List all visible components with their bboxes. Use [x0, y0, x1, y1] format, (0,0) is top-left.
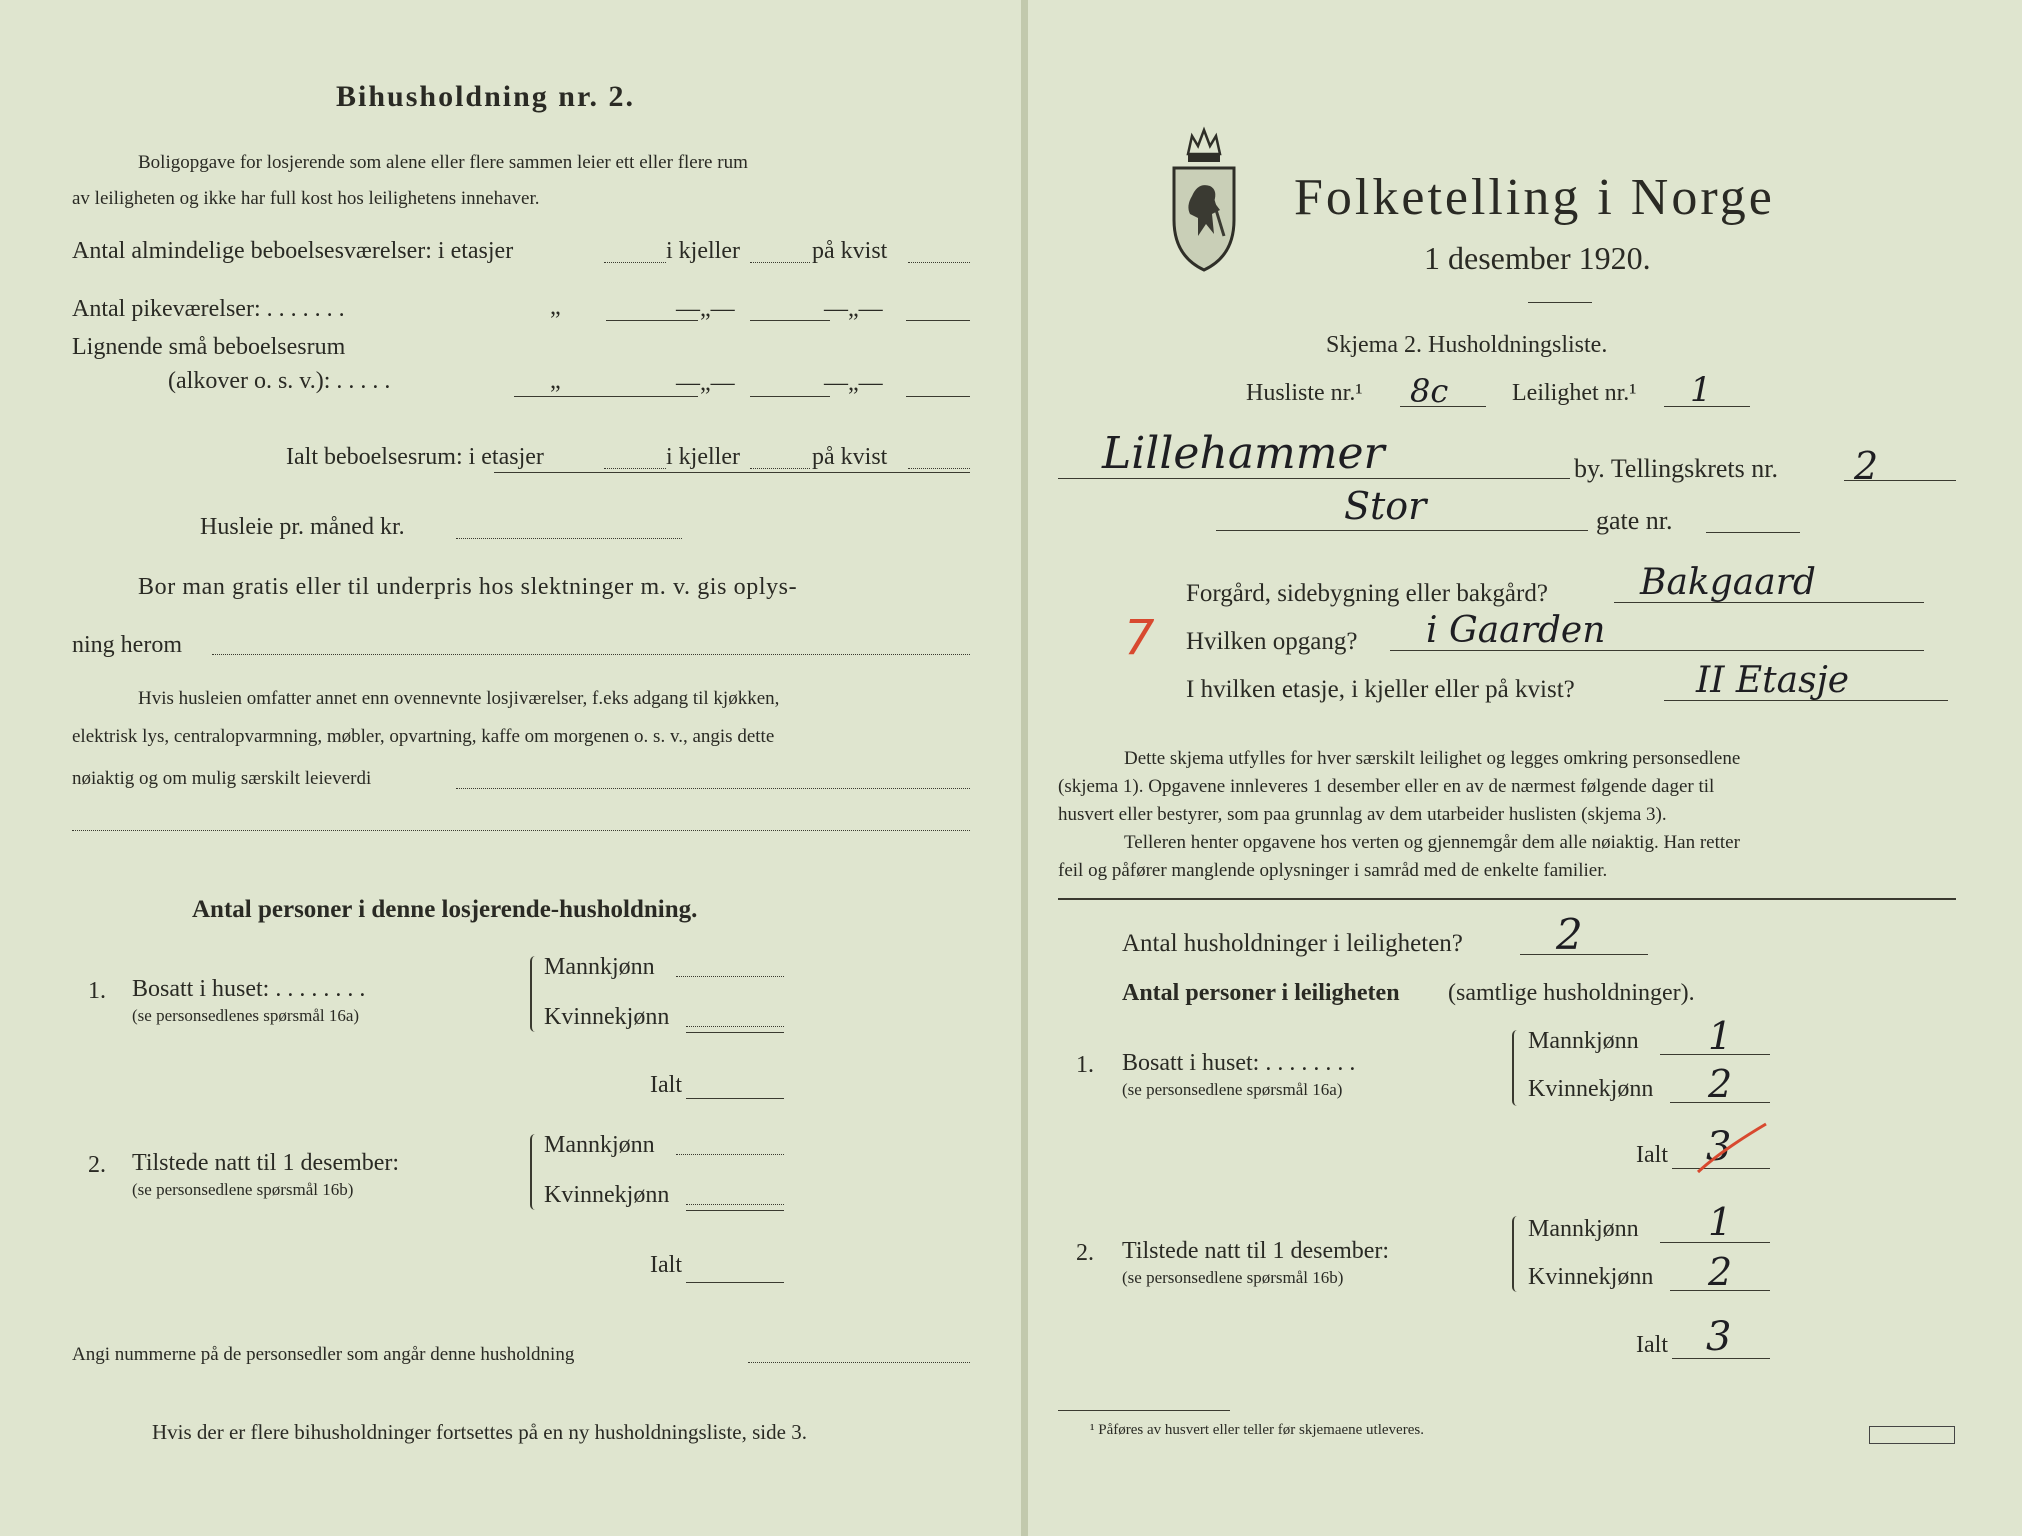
lignende-ditto-3: —„— [824, 370, 883, 396]
red-correction-mark: 7 [1124, 610, 1155, 666]
pike-kvist-field[interactable] [906, 320, 970, 321]
right-q1-mann-value: 1 [1708, 1014, 1733, 1058]
angi-label: Angi nummerne på de personsedler som angår denne husholdning [72, 1344, 575, 1365]
bor-field[interactable] [212, 654, 970, 655]
ialt-kvist-field[interactable] [908, 468, 970, 469]
info-divider [1058, 898, 1956, 900]
hvis-line-2: elektrisk lys, centralopvarmning, møbler, opvartning, kaffe om morgenen o. s. v., angis dette [72, 726, 775, 747]
right-q2-kvinne-label: Kvinnekjønn [1528, 1264, 1654, 1290]
intro-line-2: av leiligheten og ikke har full kost hos leilighetens innehaver. [72, 188, 540, 209]
opgang-label: Hvilken opgang? [1186, 628, 1358, 655]
bor-line-1: Bor man gratis eller til underpris hos slektninger m. v. gis oplys- [138, 574, 798, 600]
right-q2-number: 2. [1076, 1240, 1094, 1266]
right-q2-ialt-value: 3 [1706, 1314, 1732, 1360]
lignende-etasjer-field[interactable] [514, 396, 698, 397]
forgard-label: Forgård, sidebygning eller bakgård? [1186, 580, 1548, 607]
leieverdi-field[interactable] [456, 788, 970, 789]
husholdninger-value: 2 [1556, 910, 1583, 959]
footnote-rule [1058, 1410, 1230, 1411]
lignende-label-1: Lignende små beboelsesrum [72, 334, 346, 360]
ialt-beboelsesrum-label: Ialt beboelsesrum: i etasjer [286, 444, 544, 470]
bor-line-2: ning herom [72, 632, 182, 658]
right-q2-mann-value: 1 [1708, 1200, 1733, 1244]
right-q1-kvinne-value: 2 [1708, 1062, 1733, 1106]
left-q2-sub: (se personsedlene spørsmål 16b) [132, 1180, 354, 1199]
vaerelser-kvist-field[interactable] [908, 262, 970, 263]
right-date: 1 desember 1920. [1424, 240, 1651, 276]
info-line-4: Telleren henter opgavene hos verten og gjennemgår dem alle nøiaktig. Han retter [1124, 832, 1740, 853]
info-line-3: husvert eller bestyrer, som paa grunnlag av dem utarbeider huslisten (skjema 3). [1058, 804, 1667, 825]
krets-value: 2 [1854, 444, 1879, 488]
pike-kjeller-field[interactable] [750, 320, 830, 321]
left-q1-mann-label: Mannkjønn [544, 954, 655, 980]
vaerelser-kjeller-field[interactable] [750, 262, 810, 263]
right-q1-mann-label: Mannkjønn [1528, 1028, 1639, 1054]
left-q1-ialt-label: Ialt [650, 1072, 682, 1098]
forgard-value: Bakgaard [1640, 562, 1816, 603]
right-q2-brace [1512, 1216, 1522, 1292]
right-antal-heading: Antal personer i leiligheten [1122, 980, 1400, 1006]
leieverdi-field-2[interactable] [72, 830, 970, 831]
lignende-ditto: „ [550, 368, 561, 394]
hvis-line-3: nøiaktig og om mulig særskilt leieverdi [72, 768, 372, 789]
left-q2-mann-label: Mannkjønn [544, 1132, 655, 1158]
husliste-label: Husliste nr.¹ [1246, 380, 1363, 406]
right-q2-ialt-label: Ialt [1636, 1332, 1668, 1358]
vaerelser-label: Antal almindelige beboelsesværelser: i etasjer [72, 238, 514, 264]
red-check-mark-icon [1692, 1120, 1772, 1180]
right-q1-ialt-value: 3 [1706, 1124, 1732, 1170]
husleie-label: Husleie pr. måned kr. [200, 514, 405, 540]
lignende-ditto-2: —„— [676, 370, 735, 396]
left-q2-kvinne-field[interactable] [686, 1204, 784, 1205]
left-q1-sub: (se personsedlenes spørsmål 16a) [132, 1006, 360, 1025]
ialt-kvist-label: på kvist [812, 444, 888, 470]
left-q2-kvinne-label: Kvinnekjønn [544, 1182, 670, 1208]
right-q1-ialt-label: Ialt [1636, 1142, 1668, 1168]
husleie-field[interactable] [456, 538, 682, 539]
by-field[interactable] [1058, 478, 1570, 479]
husliste-value: 8c [1410, 372, 1449, 410]
info-line-2: (skjema 1). Opgavene innleveres 1 desember eller en av de nærmest følgende dager til [1058, 776, 1715, 797]
left-antal-heading: Antal personer i denne losjerende-husholdning. [192, 896, 698, 923]
etasje-label: I hvilken etasje, i kjeller eller på kvist? [1186, 676, 1575, 703]
intro-line-1: Boligopgave for losjerende som alene eller flere sammen leier ett eller flere rum [138, 152, 748, 173]
right-q1-brace [1512, 1030, 1522, 1106]
pike-ditto: „ [550, 294, 561, 320]
by-label: by. Tellingskrets nr. [1574, 454, 1779, 483]
left-q1-kvinne-field[interactable] [686, 1026, 784, 1027]
left-q2-brace [530, 1134, 540, 1210]
left-q2-mann-field[interactable] [676, 1154, 784, 1155]
ialt-etasjer-field[interactable] [604, 468, 666, 469]
leilighet-value: 1 [1690, 370, 1712, 410]
printer-stamp [1869, 1426, 1955, 1444]
info-line-5: feil og påfører manglende oplysninger i samråd med de enkelte familier. [1058, 860, 1608, 881]
info-line-1: Dette skjema utfylles for hver særskilt leilighet og legges omkring personsedlene [1124, 748, 1741, 769]
vaerelser-kvist-label: på kvist [812, 238, 888, 264]
left-q1-label: Bosatt i huset: . . . . . . . . [132, 976, 366, 1002]
leilighet-label: Leilighet nr.¹ [1512, 380, 1637, 406]
footnote: ¹ Påføres av husvert eller teller før skjemaene utleveres. [1090, 1422, 1424, 1438]
gate-nr-field[interactable] [1706, 532, 1800, 533]
right-title: Folketelling i Norge [1294, 169, 1775, 226]
husholdninger-field[interactable] [1520, 954, 1648, 955]
ialt-kjeller-field[interactable] [750, 468, 810, 469]
right-q2-mann-label: Mannkjønn [1528, 1216, 1639, 1242]
left-q2-number: 2. [88, 1152, 106, 1178]
title-divider [1528, 302, 1592, 303]
left-footer: Hvis der er flere bihusholdninger fortsettes på en ny husholdningsliste, side 3. [152, 1420, 807, 1444]
left-q2-ialt-field[interactable] [686, 1282, 784, 1283]
lignende-label-2: (alkover o. s. v.): . . . . . [168, 368, 391, 394]
gate-field[interactable] [1216, 530, 1588, 531]
left-q1-mann-field[interactable] [676, 976, 784, 977]
left-q1-sum-line [686, 1032, 784, 1033]
hvis-line-1: Hvis husleien omfatter annet enn ovennevnte losjiværelser, f.eks adgang til kjøkken, [138, 688, 780, 709]
left-q2-ialt-label: Ialt [650, 1252, 682, 1278]
by-value: Lillehammer [1102, 428, 1385, 479]
husholdninger-label: Antal husholdninger i leiligheten? [1122, 930, 1463, 957]
right-antal-heading-rest: (samtlige husholdninger). [1448, 980, 1695, 1006]
pike-ditto-3: —„— [824, 296, 883, 322]
left-q1-ialt-field[interactable] [686, 1098, 784, 1099]
ialt-kjeller-label: i kjeller [666, 444, 740, 470]
right-q2-kvinne-value: 2 [1708, 1250, 1733, 1294]
pike-ditto-2: —„— [676, 296, 735, 322]
skjema-label: Skjema 2. Husholdningsliste. [1326, 332, 1608, 358]
left-q1-brace [530, 956, 540, 1032]
gate-value: Stor [1344, 484, 1427, 528]
right-q1-sub: (se personsedlene spørsmål 16a) [1122, 1080, 1343, 1099]
right-q1-number: 1. [1076, 1052, 1094, 1078]
ialt-underline [494, 472, 970, 473]
left-title: Bihusholdning nr. 2. [336, 80, 636, 113]
lignende-kjeller-field[interactable] [750, 396, 830, 397]
norway-coat-of-arms-icon [1166, 124, 1242, 274]
vaerelser-kjeller-label: i kjeller [666, 238, 740, 264]
vaerelser-etasjer-field[interactable] [604, 262, 666, 263]
left-q1-kvinne-label: Kvinnekjønn [544, 1004, 670, 1030]
right-q1-kvinne-label: Kvinnekjønn [1528, 1076, 1654, 1102]
etasje-value: II Etasje [1696, 660, 1850, 701]
right-q2-label: Tilstede natt til 1 desember: [1122, 1238, 1390, 1264]
left-q2-sum-line [686, 1210, 784, 1211]
right-q2-sub: (se personsedlene spørsmål 16b) [1122, 1268, 1344, 1287]
pike-label: Antal pikeværelser: . . . . . . . [72, 296, 345, 322]
left-q1-number: 1. [88, 978, 106, 1004]
gate-label: gate nr. [1596, 506, 1673, 535]
right-q1-label: Bosatt i huset: . . . . . . . . [1122, 1050, 1356, 1076]
left-q2-label: Tilstede natt til 1 desember: [132, 1150, 400, 1176]
lignende-kvist-field[interactable] [906, 396, 970, 397]
opgang-value: i Gaarden [1426, 610, 1606, 651]
angi-field[interactable] [748, 1362, 970, 1363]
